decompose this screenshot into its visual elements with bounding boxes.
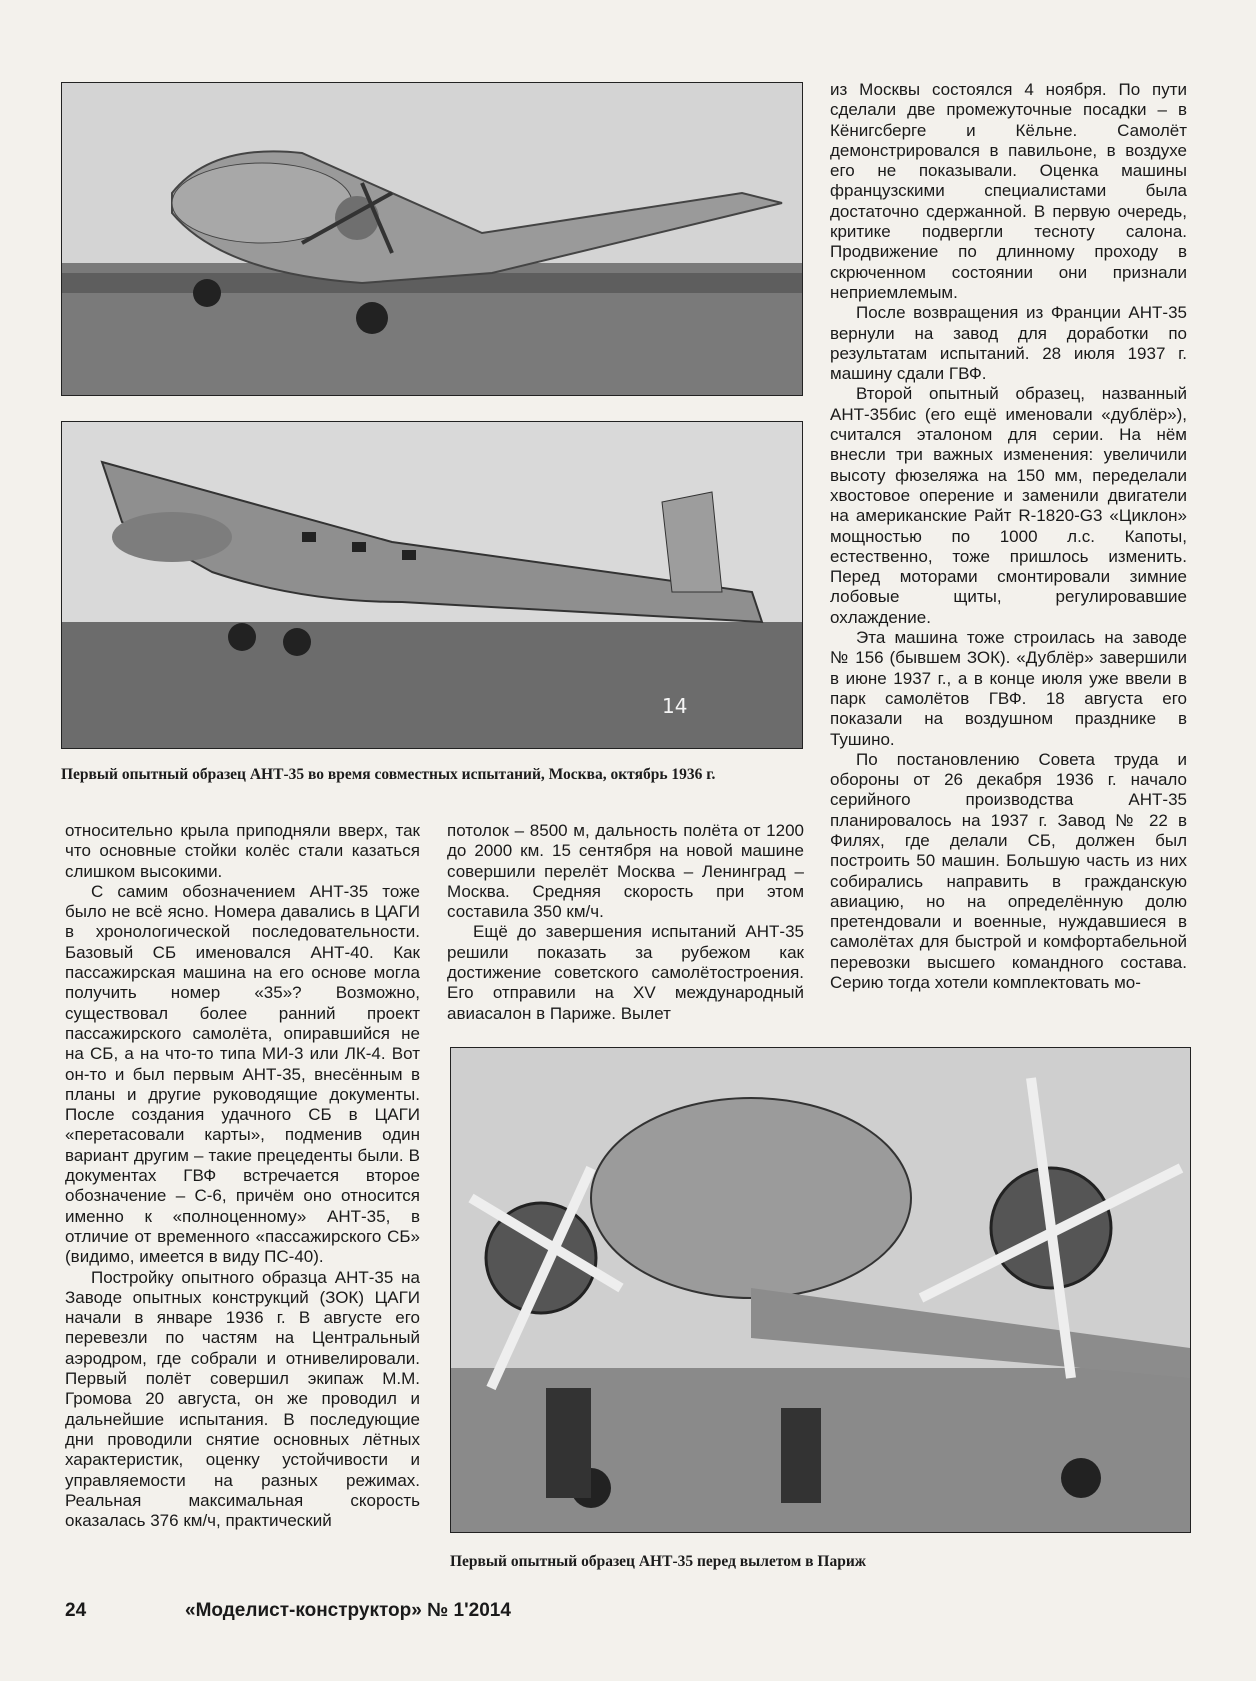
paragraph: После возвращения из Франции АНТ-35 вернули на завод для доработки по результатам испытаний. 28 июля 1937 г. машину сдали ГВФ. (830, 303, 1187, 384)
caption-top: Первый опытный образец АНТ-35 во время совместных испытаний, Москва, октябрь 1936 г. (61, 766, 716, 783)
paragraph: потолок – 8500 м, дальность полёта от 1200 до 2000 км. 15 сентября на новой машине совершили перелёт Москва – Ленинград – Москва. Средняя скорость при этом составила 350 км/ч. (447, 821, 804, 922)
column-middle (447, 821, 804, 1024)
magazine-title: «Моделист-конструктор» № 1'2014 (185, 1600, 511, 1621)
plane-3-drawing (451, 1048, 1190, 1532)
column-right-top (830, 80, 1187, 993)
paragraph: Второй опытный образец, названный АНТ-35бис (его ещё именовали «дублёр»), считался эталоном для серии. На нём внесли три важных изменения: увеличили высоту фюзеляжа на 150 мм, переделали хвостовое оперение и заменили двигатели на американские Райт R-1820-G3 «Циклон» мощностью по 1000 л.с. Капоты, естественно, тоже пришлось изменить. Перед моторами смонтировали зимние лобовые щиты, регулировавшие охлаждение. (830, 384, 1187, 627)
caption-bottom: Первый опытный образец АНТ-35 перед вылетом в Париж (450, 1553, 866, 1570)
plane-2-drawing (62, 422, 802, 748)
paragraph: Постройку опытного образца АНТ-35 на Заводе опытных конструкций (ЗОК) ЦАГИ начали в январе 1936 г. В августе его перевезли по частям на Центральный аэродром, где собрали и отнивелировали. Первый полёт совершил экипаж М.М. Громова 20 августа, он же проводил и дальнейшие испытания. В последующие дни проводили снятие основных лётных характеристик, оценку устойчивости и управляемости на разных режимах. Реальная максимальная скорость оказалась 376 км/ч, практический (65, 1267, 420, 1531)
plane-1-drawing (62, 83, 802, 395)
paragraph: С самим обозначением АНТ-35 тоже было не всё ясно. Номера давались в ЦАГИ в хронологической последовательности. Базовый СБ именовался АНТ-40. Как пассажирская машина на его основе могла получить номер «35»? Возможно, существовал более ранний проект пассажирского самолёта, опиравшийся не на СБ, а на что-то типа МИ-3 или ЛК-4. Вот он-то и был первым АНТ-35, внесённым в планы и другие руководящие документы. После создания удачного СБ в ЦАГИ «перетасовали карты», подменив один вариант другим – такие прецеденты были. В документах ГВФ встречается второе обозначение – С-6, причём оно относится именно к «полноценному» АНТ-35, в отличие от временного «пассажирского СБ» (видимо, имеется в виду ПС-40). (65, 881, 420, 1267)
photo-marking: 14 (662, 694, 688, 718)
paragraph: из Москвы состоялся 4 ноября. По пути сделали две промежуточные посадки – в Кёнигсберге и Кёльне. Самолёт демонстрировался в павильоне, в воздухе его не показывали. Оценка машины французскими специалистами была достаточно сдержанной. В первую очередь, критике подвергли тесноту салона. Продвижение по длинному проходу в скрюченном состоянии они признали неприемлемым. (830, 80, 1187, 302)
paragraph: Эта машина тоже строилась на заводе № 156 (бывшем ЗОК). «Дублёр» завершили в июне 1937 г., а в конце июля уже ввели в парк самолётов ГВФ. 18 августа его показали на воздушном празднике в Тушино. (830, 628, 1187, 749)
photo-plane-2 (61, 421, 803, 749)
photo-plane-1 (61, 82, 803, 396)
photo-plane-3 (450, 1047, 1191, 1533)
paragraph: По постановлению Совета труда и обороны от 26 декабря 1936 г. начало серийного производства АНТ-35 планировалось на 1937 г. Завод № 22 в Филях, где делали СБ, должен был построить 50 машин. Большую часть из них собирались направить в гражданскую авиацию, но на определённую долю претендовали и военные, нуждавшиеся в самолётах для быстрой и комфортабельной перевозки высшего командного состава. Серию тогда хотели комплектовать мо- (830, 749, 1187, 993)
paragraph: относительно крыла приподняли вверх, так что основные стойки колёс стали казаться слишком высокими. (65, 821, 420, 881)
paragraph: Ещё до завершения испытаний АНТ-35 решили показать за рубежом как достижение советского самолётостроения. Его отправили на XV международный авиасалон в Париже. Вылет (447, 922, 804, 1023)
column-left (65, 821, 420, 1531)
page-number: 24 (65, 1600, 87, 1621)
